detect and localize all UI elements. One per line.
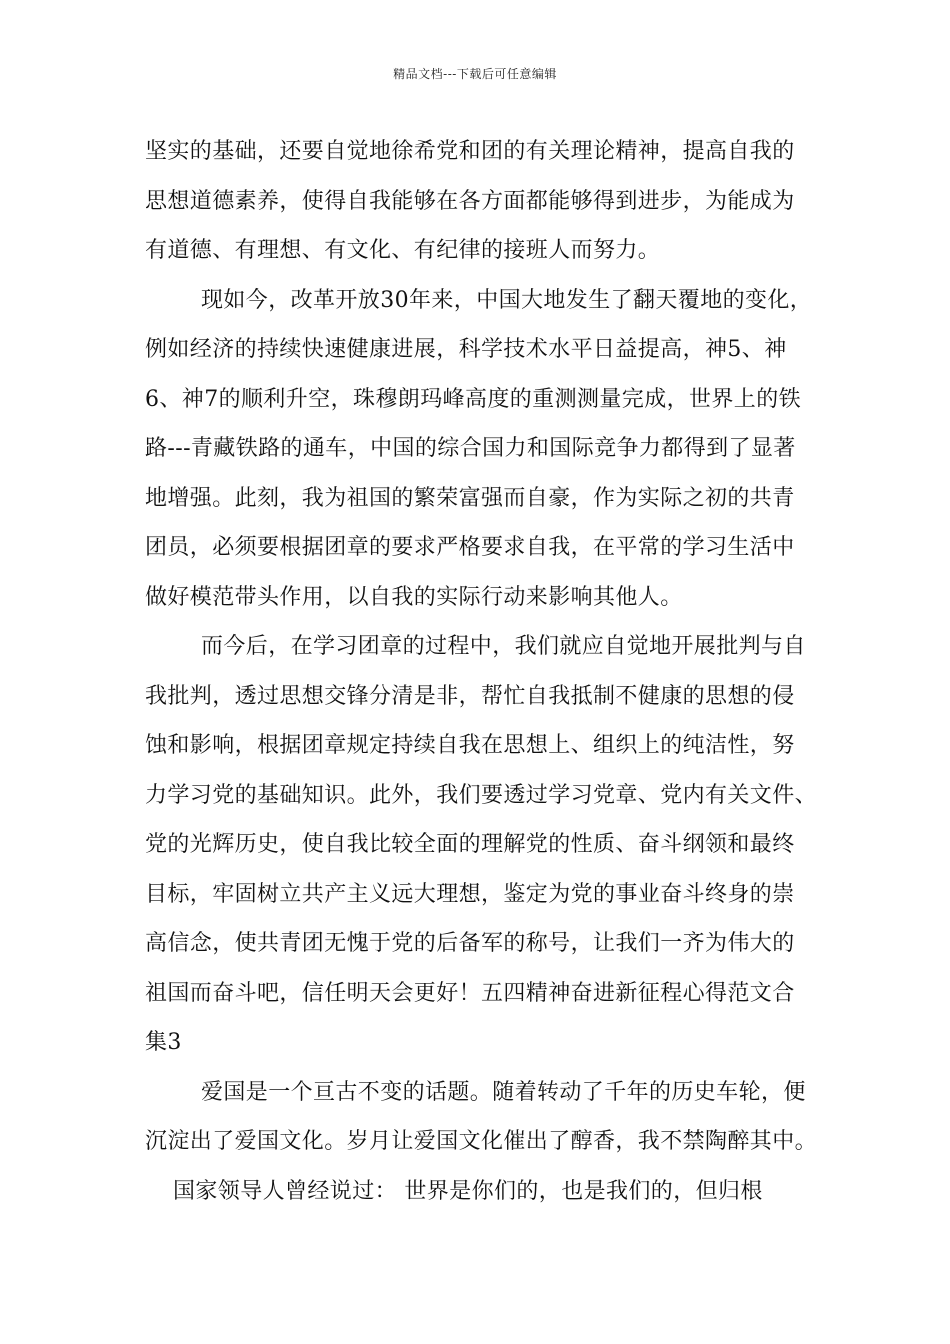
paragraph-start-line: 现如今，改革开放30年来，中国大地发生了翻天覆地的变化，	[201, 287, 813, 313]
text-line: 集3	[145, 1030, 182, 1055]
text-line: 坚实的基础，还要自觉地徐希党和团的有关理论精神，提高自我的	[145, 139, 795, 164]
text-line: 力学习党的基础知识。此外，我们要透过学习党章、党内有关文件、	[145, 782, 818, 808]
text-line: 我批判，透过思想交锋分清是非，帮忙自我抵制不健康的思想的侵	[145, 683, 795, 709]
text-line: 团员，必须要根据团章的要求严格要求自我，在平常的学习生活中	[145, 535, 795, 560]
text-line: 做好模范带头作用，以自我的实际行动来影响其他人。	[145, 584, 683, 610]
text-line: 高信念，使共青团无愧于党的后备军的称号，让我们一齐为伟大的	[145, 931, 795, 956]
text-line: 例如经济的持续快速健康进展，科学技术水平日益提高，神5、神	[145, 337, 787, 362]
text-line: 路---青藏铁路的通车，中国的综合国力和国际竞争力都得到了显著	[145, 436, 796, 461]
text-line: 目标，牢固树立共产主义远大理想，鉴定为党的事业奋斗终身的崇	[145, 881, 795, 907]
text-line: 祖国而奋斗吧，信任明天会更好！五四精神奋进新征程心得范文合	[145, 980, 795, 1006]
page-header: 精品文档---下载后可任意编辑	[393, 67, 557, 81]
text-line: 蚀和影响，根据团章规定持续自我在思想上、组织上的纯洁性，努	[145, 733, 795, 758]
text-line: 地增强。此刻，我为祖国的繁荣富强而自豪，作为实际之初的共青	[145, 485, 795, 511]
text-line: 有道德、有理想、有文化、有纪律的接班人而努力。	[145, 238, 661, 263]
text-line: 沉淀出了爱国文化。岁月让爱国文化催出了醇香，我不禁陶醉其中。	[145, 1129, 818, 1154]
text-line: 6、神7的顺利升空，珠穆朗玛峰高度的重测测量完成，世界上的铁	[145, 386, 801, 412]
document-body	[145, 132, 818, 1221]
text-line: 党的光辉历史，使自我比较全面的理解党的性质、奋斗纲领和最终	[145, 832, 795, 857]
paragraph-start-line: 而今后，在学习团章的过程中，我们就应自觉地开展批判与自	[201, 634, 806, 659]
text-line: 思想道德素养，使得自我能够在各方面都能够得到进步，为能成为	[145, 188, 795, 214]
text-line: 国家领导人曾经说过： 世界是你们的，也是我们的，但归根	[173, 1178, 763, 1204]
paragraph-start-line: 爱国是一个亘古不变的话题。随着转动了千年的历史车轮，便	[201, 1079, 806, 1105]
